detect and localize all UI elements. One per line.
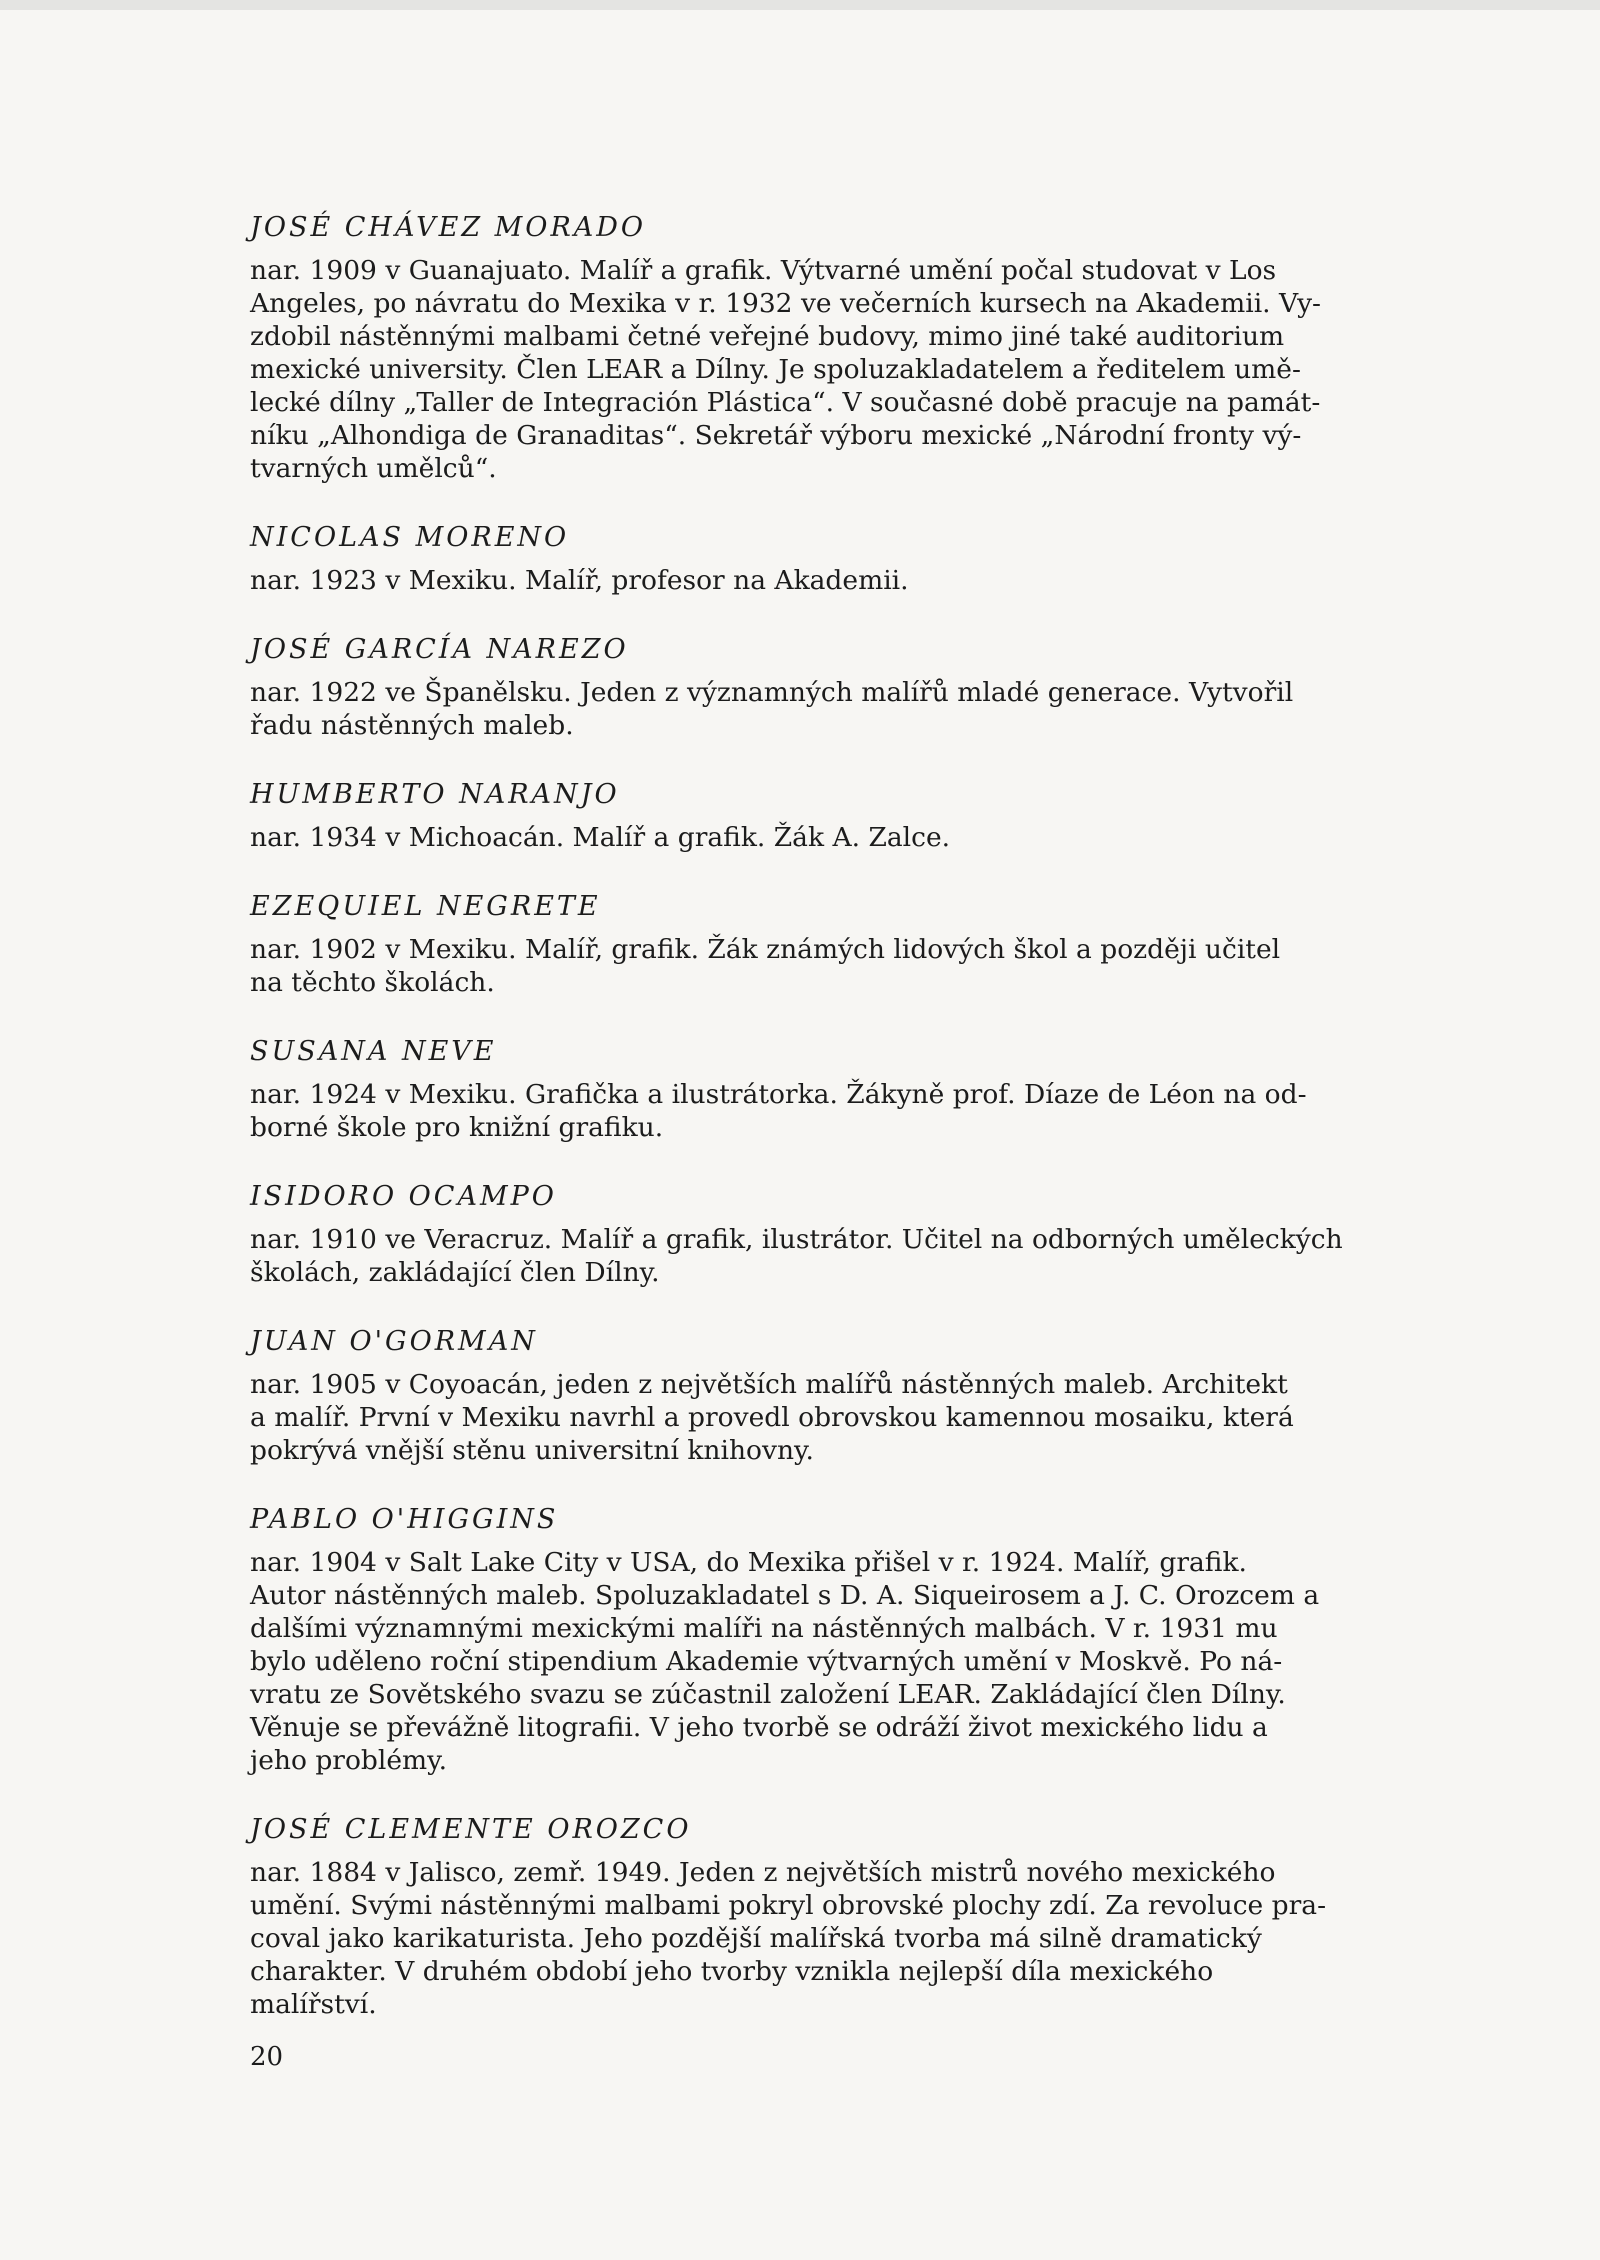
page-number: 20 xyxy=(250,2042,284,2072)
artist-entry xyxy=(250,518,1450,597)
bio-line: níku „Alhondiga de Granaditas“. Sekretář výboru mexické „Národní fronty vý- xyxy=(250,420,1302,451)
bio-line: pokrývá vnější stěnu universitní knihovny. xyxy=(250,1435,814,1466)
bio-line: dalšími významnými mexickými malíři na nástěnných malbách. V r. 1931 mu xyxy=(250,1613,1278,1644)
bio-line: nar. 1924 v Mexiku. Grafička a ilustrátorka. Žákyně prof. Díaze de Léon na od- xyxy=(250,1079,1307,1110)
bio-line: bylo uděleno roční stipendium Akademie výtvarných umění v Moskvě. Po ná- xyxy=(250,1646,1283,1677)
artist-name: PABLO O'HIGGINS xyxy=(250,1504,559,1535)
bio-line: a malíř. První v Mexiku navrhl a provedl obrovskou kamennou mosaiku, která xyxy=(250,1402,1294,1433)
bio-line: nar. 1910 ve Veracruz. Malíř a grafik, ilustrátor. Učitel na odborných uměleckých xyxy=(250,1224,1343,1255)
bio-line: na těchto školách. xyxy=(250,967,495,998)
artist-bio xyxy=(250,1546,1450,1777)
artist-name: SUSANA NEVE xyxy=(250,1036,497,1067)
bio-line: Autor nástěnných maleb. Spoluzakladatel s D. A. Siqueirosem a J. C. Orozcem a xyxy=(250,1580,1320,1611)
artist-entry xyxy=(250,630,1450,742)
bio-line: školách, zakládající člen Dílny. xyxy=(250,1257,660,1288)
artist-entry xyxy=(250,1500,1450,1777)
bio-line: malířství. xyxy=(250,1989,377,2020)
artist-bio xyxy=(250,1078,1450,1144)
artist-entry xyxy=(250,775,1450,854)
artist-entry xyxy=(250,1810,1450,2021)
artist-name: JOSÉ GARCÍA NAREZO xyxy=(250,634,629,665)
artist-bio xyxy=(250,676,1450,742)
artist-bio xyxy=(250,933,1450,999)
bio-line: mexické university. Člen LEAR a Dílny. Je spoluzakladatelem a ředitelem umě- xyxy=(250,354,1301,385)
artist-entry xyxy=(250,887,1450,999)
bio-line: borné škole pro knižní grafiku. xyxy=(250,1112,664,1143)
artist-bio xyxy=(250,1368,1450,1467)
bio-line: umění. Svými nástěnnými malbami pokryl obrovské plochy zdí. Za revoluce pra- xyxy=(250,1890,1327,1921)
bio-line: nar. 1905 v Coyoacán, jeden z největších malířů nástěnných maleb. Architekt xyxy=(250,1369,1288,1400)
bio-line: vratu ze Sovětského svazu se zúčastnil založení LEAR. Zakládající člen Dílny. xyxy=(250,1679,1286,1710)
artist-bio xyxy=(250,254,1450,485)
artist-bio xyxy=(250,564,1450,597)
page-top-edge xyxy=(0,0,1600,10)
artist-entry xyxy=(250,208,1450,485)
artist-bio xyxy=(250,1856,1450,2021)
artist-entry xyxy=(250,1177,1450,1289)
bio-line: nar. 1922 ve Španělsku. Jeden z významných malířů mladé generace. Vytvořil xyxy=(250,677,1294,708)
artist-name: NICOLAS MORENO xyxy=(250,522,570,553)
bio-line: jeho problémy. xyxy=(250,1745,448,1776)
artist-name: EZEQUIEL NEGRETE xyxy=(250,891,601,922)
bio-line: nar. 1909 v Guanajuato. Malíř a grafik. Výtvarné umění počal studovat v Los xyxy=(250,255,1277,286)
artist-name: JOSÉ CHÁVEZ MORADO xyxy=(250,212,647,243)
bio-line: lecké dílny „Taller de Integración Plástica“. V současné době pracuje na památ- xyxy=(250,387,1321,418)
artist-entry xyxy=(250,1322,1450,1467)
bio-line: Věnuje se převážně litografii. V jeho tvorbě se odráží život mexického lidu a xyxy=(250,1712,1268,1743)
bio-line: nar. 1902 v Mexiku. Malíř, grafik. Žák známých lidových škol a později učitel xyxy=(250,934,1281,965)
bio-line: coval jako karikaturista. Jeho pozdější malířská tvorba má silně dramatický xyxy=(250,1923,1262,1954)
artist-name: ISIDORO OCAMPO xyxy=(250,1181,557,1212)
bio-line: tvarných umělců“. xyxy=(250,453,497,484)
artist-name: HUMBERTO NARANJO xyxy=(250,779,620,810)
artist-entry xyxy=(250,1032,1450,1144)
bio-line: nar. 1904 v Salt Lake City v USA, do Mexika přišel v r. 1924. Malíř, grafik. xyxy=(250,1547,1247,1578)
artist-name: JOSÉ CLEMENTE OROZCO xyxy=(250,1814,692,1845)
artist-entries xyxy=(250,208,1450,2054)
artist-name: JUAN O'GORMAN xyxy=(250,1326,538,1357)
bio-line: řadu nástěnných maleb. xyxy=(250,710,574,741)
bio-line: nar. 1934 v Michoacán. Malíř a grafik. Žák A. Zalce. xyxy=(250,822,951,853)
bio-line: nar. 1923 v Mexiku. Malíř, profesor na Akademii. xyxy=(250,565,909,596)
bio-line: nar. 1884 v Jalisco, zemř. 1949. Jeden z největších mistrů nového mexického xyxy=(250,1857,1276,1888)
bio-line: charakter. V druhém období jeho tvorby vznikla nejlepší díla mexického xyxy=(250,1956,1214,1987)
artist-bio xyxy=(250,1223,1450,1289)
bio-line: Angeles, po návratu do Mexika v r. 1932 ve večerních kursech na Akademii. Vy- xyxy=(250,288,1322,319)
bio-line: zdobil nástěnnými malbami četné veřejné budovy, mimo jiné také auditorium xyxy=(250,321,1285,352)
artist-bio xyxy=(250,821,1450,854)
